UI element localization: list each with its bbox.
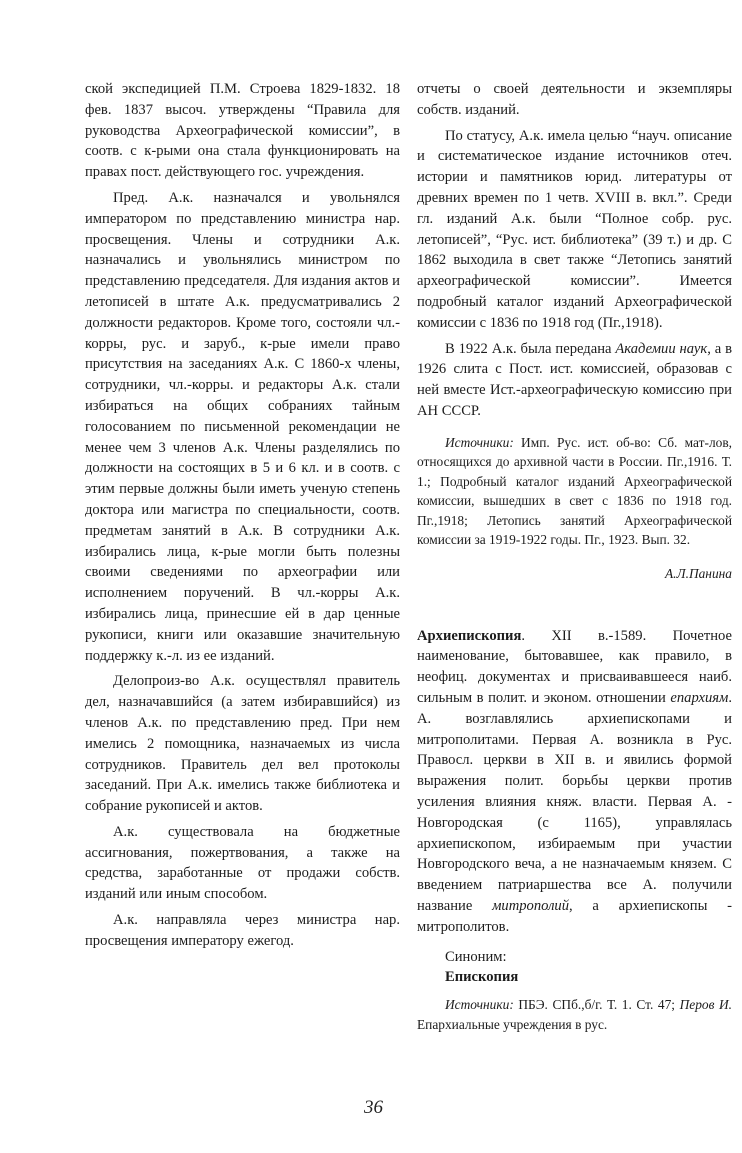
italic-term: митрополий <box>492 897 570 914</box>
paragraph: Пред. А.к. назначался и увольнялся императором по представлению министра нар. просвещения. Члены и сотрудники А.к. назначались и увольнялись министром по представлению председателя. Для издания актов и летописей в штате А.к. предусматривались 2 должности редакторов. Кроме того, состояли чл.-корры, рус. и заруб., к-рые имели право присутствия на заседаниях А.к. С 1860-х члены, сотрудники, чл.-корры. и редакторы А.к. стали избираться на общих собраниях тайным голосованием по письменной рекомендации не менее чем 3 членов А.к. Члены разделялись по должности на состоящих в 5 и 6 кл. и в соотв. с этим первые должны были иметь ученую степень доктора или магистра по специальности, соотв. предметам занятий в А.к. В сотрудники А.к. избирались лица, к-рые могли быть полезны своими сведениями по археографии или исполнением поручений. В чл.-корры А.к. избирались лица, принесшие ей в дар ценные рукописи, книги или оказавшие значительную поддержку к.-л. из ее изданий. <box>85 189 400 664</box>
page-number: 36 <box>364 1097 383 1118</box>
dictionary-entry <box>417 626 732 938</box>
italic-term: епархиям <box>670 689 729 706</box>
sources-label: Источники: <box>445 434 514 450</box>
paragraph: ской экспедицией П.М. Строева 1829-1832. 18 фев. 1837 высоч. утверждены “Правила для руководства Археографической комиссии”, в соотв. с к-рыми она стала функционировать на правах пост. действующего гос. учреждения. <box>85 81 400 181</box>
text: . А. возглавлялись архиепископами и митрополитами. Первая А. возникла в Рус. Правосл. церкви в XII в. и явились формой выражения полит. борьбы церкви против усиления влияния княж. власти. Первая А. - Новгородская (с 1165), управлялась архиепископом, избираемым при участии Новгородского веча, а не назначаемым князем. С введением патриаршества все А. получили название <box>417 689 732 914</box>
sources-block <box>417 433 732 550</box>
sources-text: ПБЭ. СПб.,б/г. Т. 1. Ст. 47; <box>513 997 675 1013</box>
paragraph: По статусу, А.к. имела целью “науч. описание и систематическое издание источников отеч. истории и памятников юрид. литературы от древних времен по 1 четв. XVIII в. вкл.”. Среди гл. изданий А.к. были “Полное собр. рус. летописей”, “Рус. ист. библиотека” (39 т.) и др. С 1862 выходила в свет также “Летопись занятий археографической комиссии”. Имеется подробный каталог изданий Археографической комиссии с 1836 по 1918 год (Пг.,1918). <box>417 127 732 331</box>
entry-term: Архиепископия <box>417 627 522 644</box>
text: . XII в.-1589. Почетное наименование, бытовавшее, как правило, в неофиц. документах и присваивавшееся наиб. сильным в полит. и эконом. отношении <box>417 627 732 706</box>
text: , а архиепископы - митрополитов. <box>417 897 732 935</box>
synonym-term: Епископия <box>445 969 519 986</box>
italic-term: Академии наук <box>615 340 708 357</box>
synonym-label: Синоним: <box>445 948 507 965</box>
left-column <box>85 79 400 952</box>
sources-text: Епархиальные учреждения в рус. <box>417 1016 608 1032</box>
sources-text: Имп. Рус. ист. об-во: Сб. мат-лов, относящихся до архивной части в России. Пг.,1916. Т. 1.; Подробный каталог изданий Археографической комиссии, вышедших в свет с 1836 по 1918 год. Пг.,1918; Летопись занятий Археографической комиссии за 1919-1922 годы. Пг., 1923. Вып. 32. <box>417 434 732 548</box>
paragraph: Делопроиз-во А.к. осуществлял правитель дел, назначавшийся (а затем избиравшийся) из членов А.к. по представлению пред. При нем имелись 2 помощника, назначаемых из числа сотрудников. Правитель дел вел протоколы заседаний. При А.к. имелись также библиотека и собрание рукописей и актов. <box>85 673 400 815</box>
paragraph: отчеты о своей деятельности и экземпляры собств. изданий. <box>417 81 732 118</box>
author-signature: А.Л.Панина <box>665 565 732 581</box>
sources-author: Перов И. <box>679 997 732 1013</box>
right-column <box>417 79 732 1034</box>
sources-label: Источники: <box>445 997 514 1013</box>
text: В 1922 А.к. была передана <box>445 340 616 357</box>
paragraph: А.к. существовала на бюджетные ассигнования, пожертвования, а также на средства, заработанные от продажи собств. изданий или иным способом. <box>85 823 400 903</box>
paragraph: А.к. направляла через министра нар. просвещения императору ежегод. <box>85 912 400 949</box>
text: , а в 1926 слита с Пост. ист. комиссией, образовав с ней вместе Ист.-археографическую комиссию при АН СССР. <box>417 340 732 419</box>
paragraph <box>417 339 732 422</box>
sources-block <box>417 995 732 1034</box>
